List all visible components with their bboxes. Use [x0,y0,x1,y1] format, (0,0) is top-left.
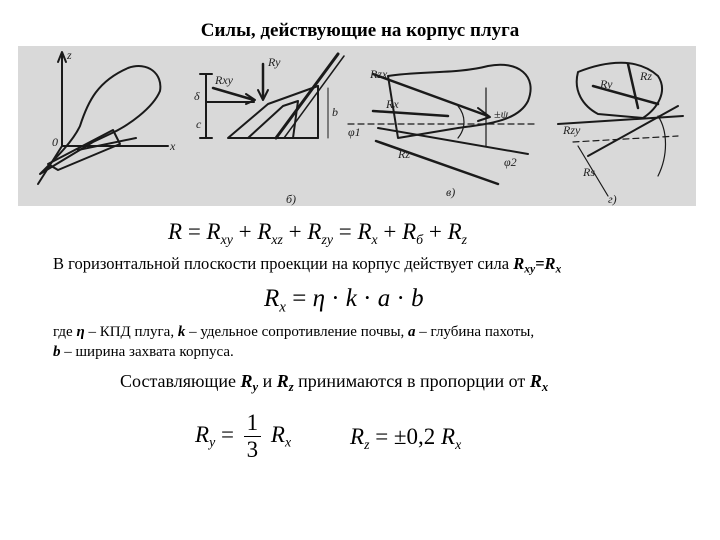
horizontal-plane-text: В горизонтальной плоскости проекции на корпус действует сила $R_{xy}=R_x$ [53,254,562,276]
label-z: z [67,48,72,62]
panel-a-diagram [38,52,168,184]
label-origin: 0 [52,135,58,149]
plough-force-diagrams [18,46,696,206]
label-panel-v: в) [446,185,456,199]
label-psi: ±ψ [494,107,509,121]
label-ry-panel-g: Ry [600,77,613,91]
label-ry: Ry [268,55,281,69]
label-b: b [332,105,338,119]
label-rzy: Rzy [563,123,581,137]
components-ratio-text: Составляющие $R_y$ и $R_z$ принимаются в пропорции от $R_x$ [120,371,549,394]
label-panel-b: б) [286,192,297,206]
label-rzx: Rzx [370,67,388,81]
label-rxy: Rxy [215,73,233,87]
equation-total-force: $R = R_{xy} + R_{xz} + R_{zy} = R_x + R_б + R_z$ [168,219,468,247]
equation-rx: $R_x = \eta \cdot k \cdot a \cdot b$ [264,285,424,316]
label-phi1: φ1 [348,125,361,139]
label-rz-panel-v: Rz [398,147,410,161]
fraction-one-third: $\frac{1}{3}$ [244,410,262,463]
label-rx-panel-v: Rx [386,97,399,111]
figure-labels [52,48,652,206]
equation-rz: $R_z = \pm 0,2$ $R_x$ [350,424,462,452]
label-panel-g: г) [608,192,617,206]
plough-force-figure [18,46,696,206]
label-x: x [170,139,176,153]
label-c: c [196,117,202,131]
equation-ry: $R_y$ = $\frac{1}{3}$ $R_x$ [195,410,292,462]
variables-definition-text: где η – КПД плуга, k – удельное сопротивление почвы, а – глубина пахоты, b – ширина захвата корпуса. [53,324,535,360]
slide-title: Силы, действующие на корпус плуга [200,20,520,41]
label-rz-panel-g: Rz [640,69,652,83]
label-rs: Rs [583,165,595,179]
label-delta: δ [194,89,200,103]
label-phi2: φ2 [504,155,517,169]
